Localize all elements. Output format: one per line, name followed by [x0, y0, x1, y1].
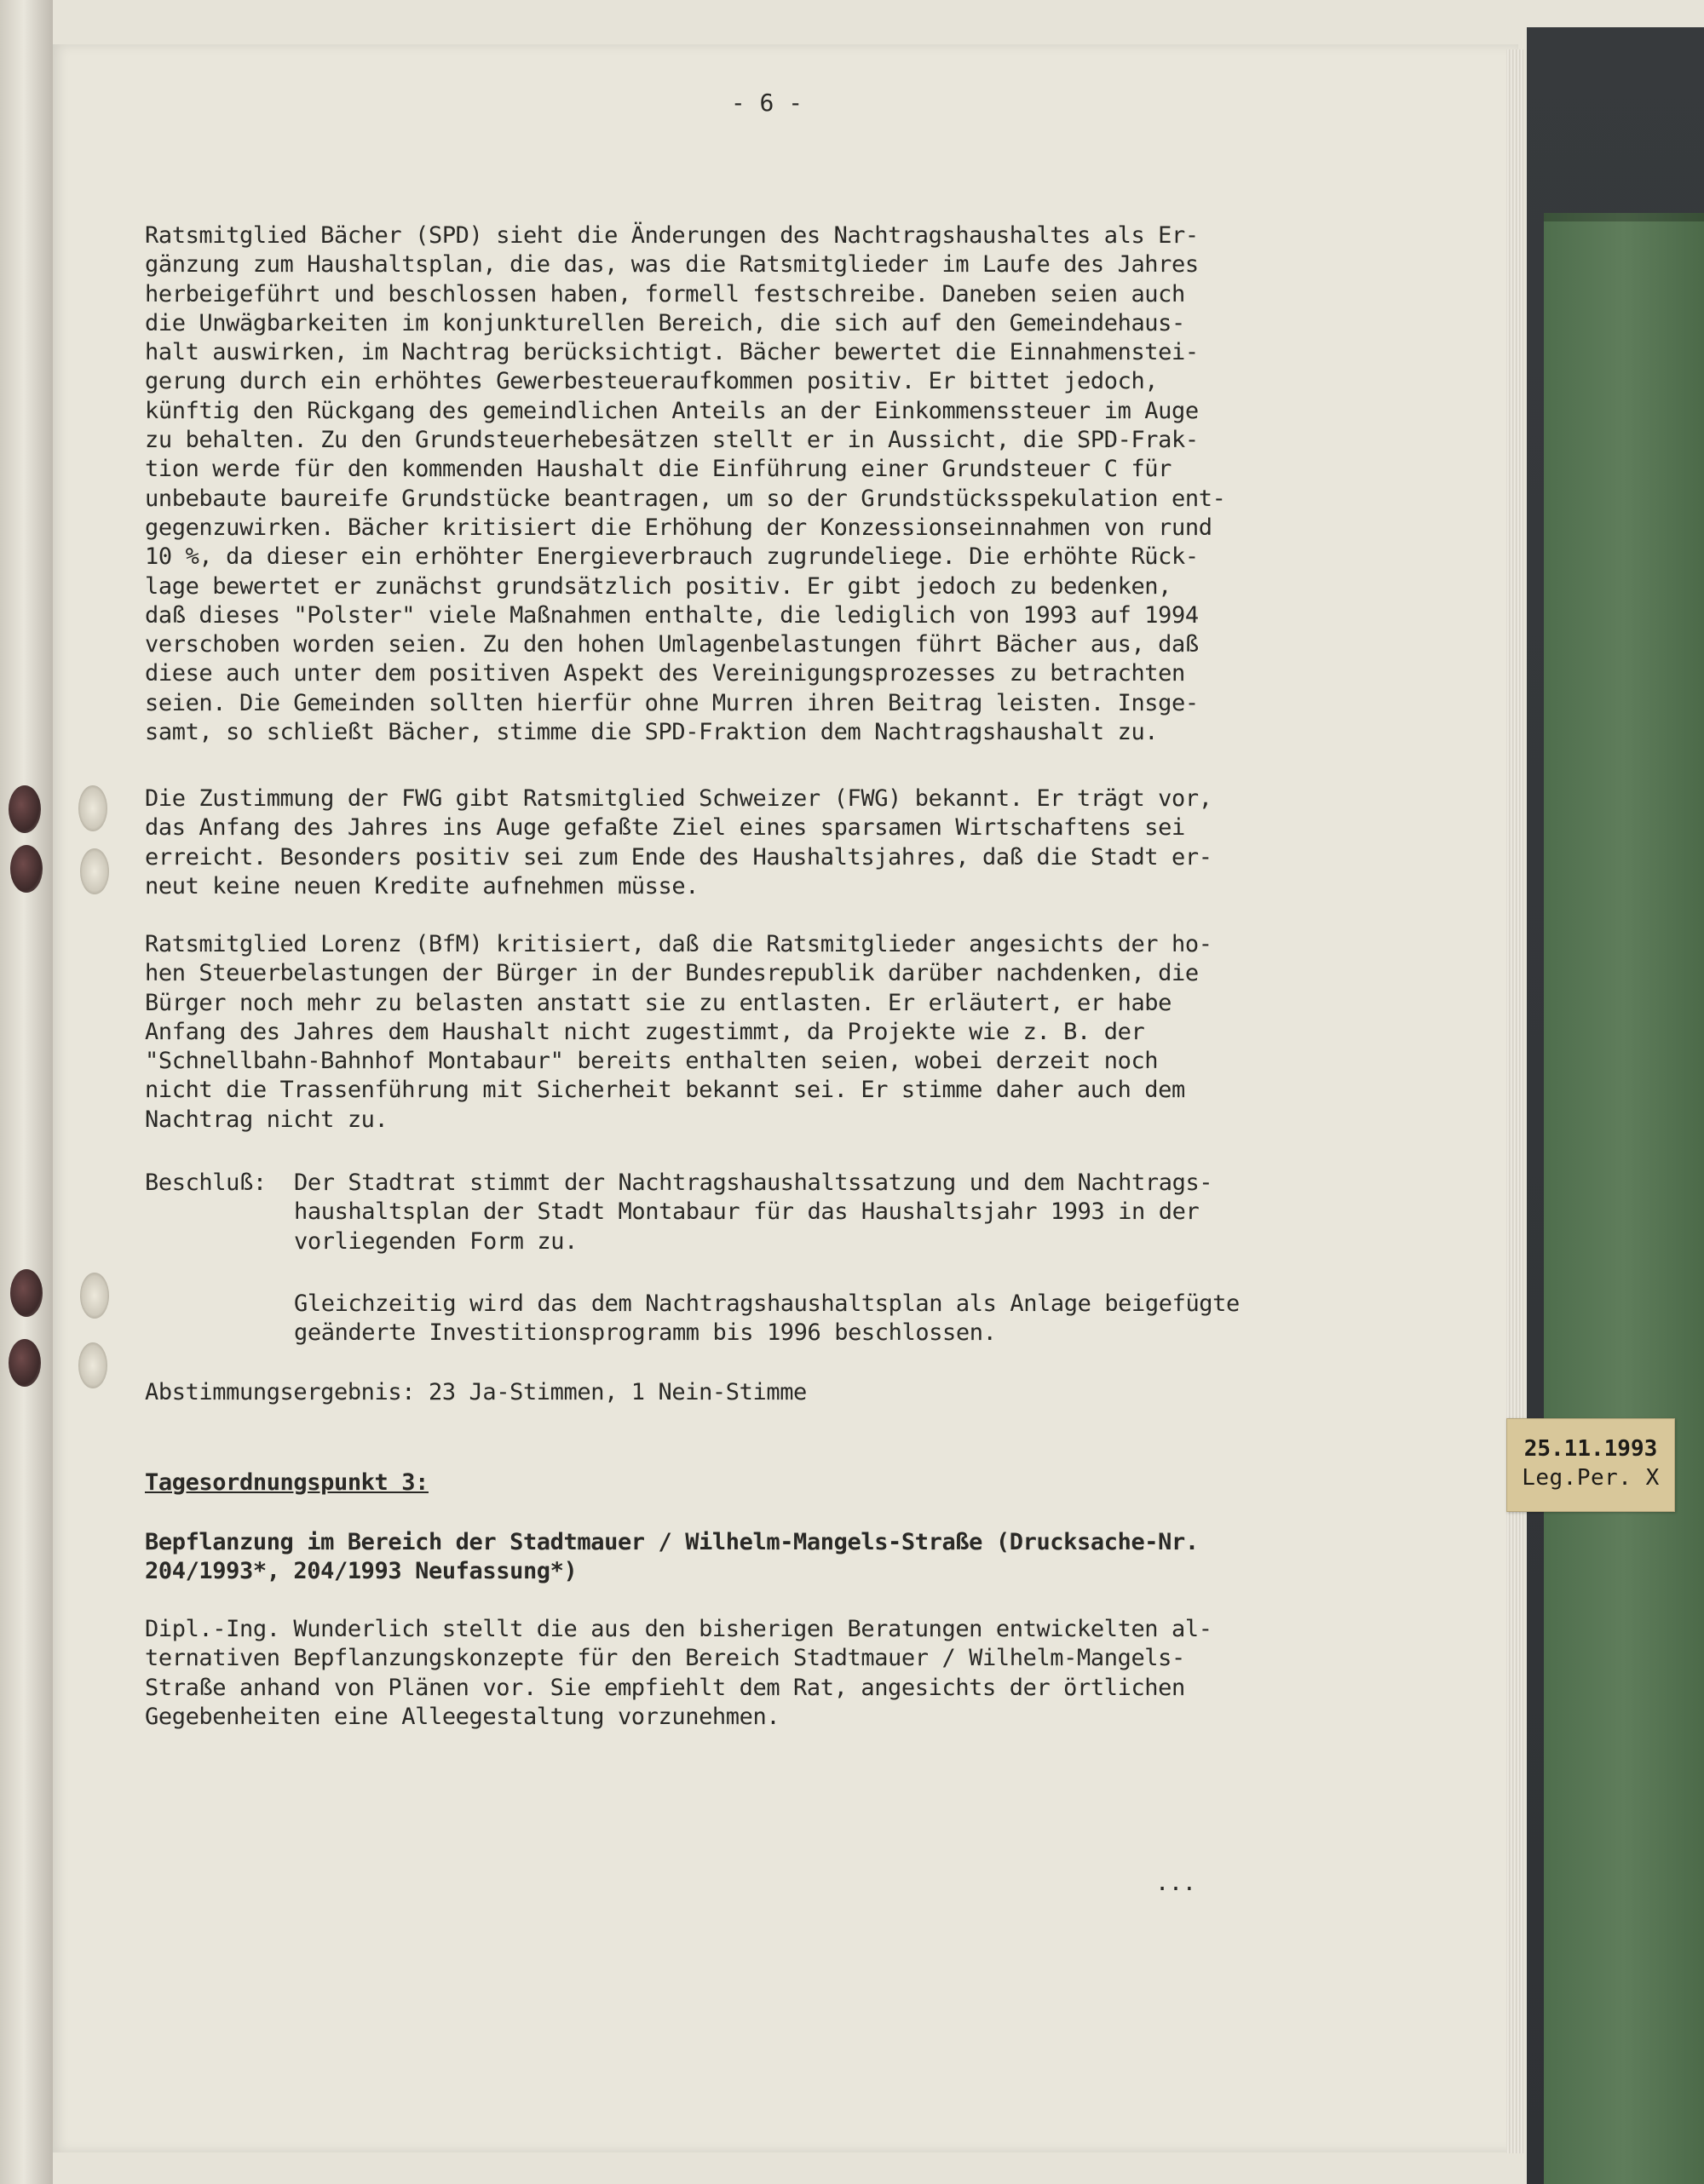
agenda-title: [145, 1528, 1329, 1587]
text-line: Beschluß:: [145, 1170, 267, 1196]
text-line: daß dieses "Polster" viele Maßnahmen enthalte, die lediglich von 1993 auf 1994: [145, 601, 1199, 629]
text-line: vorliegenden Form zu.: [294, 1227, 578, 1255]
text-line: gegenzuwirken. Bächer kritisiert die Erhöhung der Konzessionseinnahmen von rund: [145, 514, 1212, 541]
text-line: die Unwägbarkeiten im konjunkturellen Bereich, die sich auf den Gemeindehaus-: [145, 309, 1185, 336]
text-line: künftig den Rückgang des gemeindlichen Anteils an der Einkommenssteuer im Auge: [145, 397, 1199, 424]
vote-result: [145, 1378, 1329, 1407]
text-line: 10 %, da dieser ein erhöhter Energieverbrauch zugrundeliege. Die erhöhte Rück-: [145, 543, 1199, 571]
punch-hole: [10, 1269, 43, 1317]
archive-label-period: Leg.Per. X: [1522, 1465, 1660, 1491]
punch-hole: [78, 1342, 107, 1388]
text-line: Anfang des Jahres dem Haushalt nicht zugestimmt, da Projekte wie z. B. der: [145, 1018, 1145, 1045]
text-line: herbeigeführt und beschlossen haben, formell festschreibe. Daneben seien auch: [145, 280, 1185, 307]
text-line: Gleichzeitig wird das dem Nachtragshaushaltsplan als Anlage beigefügte: [294, 1290, 1240, 1317]
text-line: Die Zustimmung der FWG gibt Ratsmitglied Schweizer (FWG) bekannt. Er trägt vor,: [145, 785, 1212, 812]
text-line: hen Steuerbelastungen der Bürger in der Bundesrepublik darüber nachdenken, die: [145, 960, 1199, 987]
text-line: zu behalten. Zu den Grundsteuerhebesätzen stellt er in Aussicht, die SPD-Frak-: [145, 427, 1199, 454]
text-line: lage bewertet er zunächst grundsätzlich positiv. Er gibt jedoch zu bedenken,: [145, 572, 1172, 600]
text-line: halt auswirken, im Nachtrag berücksichtigt. Bächer bewertet die Einnahmenstei-: [145, 339, 1199, 366]
agenda-heading: [145, 1468, 1329, 1497]
text-line: samt, so schließt Bächer, stimme die SPD-Fraktion dem Nachtragshaushalt zu.: [145, 719, 1159, 746]
text-line: das Anfang des Jahres ins Auge gefaßte Ziel eines sparsamen Wirtschaftens sei: [145, 814, 1185, 842]
text-line: Abstimmungsergebnis: 23 Ja-Stimmen, 1 Nein-Stimme: [145, 1379, 807, 1405]
punch-hole: [10, 845, 43, 893]
punch-hole: [9, 1339, 41, 1387]
continuation-marker: [1155, 1869, 1223, 1898]
binder-spine: [1544, 213, 1704, 2184]
punch-hole: [80, 848, 109, 894]
text-line: ...: [1155, 1870, 1196, 1896]
text-line: ternativen Bepflanzungskonzepte für den Bereich Stadtmauer / Wilhelm-Mangels-: [145, 1645, 1185, 1672]
text-line: Gegebenheiten eine Alleegestaltung vorzunehmen.: [145, 1703, 780, 1730]
text-line: tion werde für den kommenden Haushalt die Einführung einer Grundsteuer C für: [145, 456, 1172, 483]
binder-left-edge: [0, 0, 53, 2184]
text-line: Dipl.-Ing. Wunderlich stellt die aus den bisherigen Beratungen entwickelten al-: [145, 1616, 1212, 1642]
resolution-label: [145, 1169, 281, 1198]
text-line: Nachtrag nicht zu.: [145, 1106, 389, 1133]
text-line: "Schnellbahn-Bahnhof Montabaur" bereits enthalten seien, wobei derzeit noch: [145, 1048, 1159, 1075]
paragraph-baecher: [145, 221, 1329, 747]
text-line: diese auch unter dem positiven Aspekt des Vereinigungsprozesses zu betrachten: [145, 660, 1185, 687]
paragraph-wunderlich: [145, 1615, 1329, 1732]
text-line: Bürger noch mehr zu belasten anstatt sie zu entlasten. Er erläutert, er habe: [145, 989, 1172, 1016]
text-line: Ratsmitglied Lorenz (BfM) kritisiert, daß die Ratsmitglieder angesichts der ho-: [145, 931, 1212, 957]
text-line: Ratsmitglied Bächer (SPD) sieht die Änderungen des Nachtragshaushaltes als Er-: [145, 222, 1199, 249]
punch-hole: [9, 785, 41, 833]
text-line: erreicht. Besonders positiv sei zum Ende des Haushaltsjahres, daß die Stadt er-: [145, 843, 1212, 871]
resolution-text: [294, 1169, 1329, 1256]
text-line: verschoben worden seien. Zu den hohen Umlagenbelastungen führt Bächer aus, daß: [145, 631, 1199, 658]
resolution-text-2: [294, 1290, 1329, 1348]
paragraph-lorenz: [145, 930, 1329, 1135]
text-line: nicht die Trassenführung mit Sicherheit bekannt sei. Er stimme daher auch dem: [145, 1077, 1185, 1104]
punch-hole: [78, 785, 107, 831]
text-line: unbebaute baureife Grundstücke beantragen, um so der Grundstücksspekulation ent-: [145, 485, 1226, 512]
text-line: haushaltsplan der Stadt Montabaur für das Haushaltsjahr 1993 in der: [294, 1198, 1200, 1226]
text-line: gerung durch ein erhöhtes Gewerbesteueraufkommen positiv. Er bittet jedoch,: [145, 368, 1159, 395]
text-line: Bepflanzung im Bereich der Stadtmauer / Wilhelm-Mangels-Straße (Drucksache-Nr.: [145, 1529, 1199, 1555]
text-line: geänderte Investitionsprogramm bis 1996 beschlossen.: [294, 1319, 997, 1347]
archive-label-date: 25.11.1993: [1523, 1436, 1658, 1462]
text-line: Tagesordnungspunkt 3:: [145, 1469, 429, 1496]
text-line: Straße anhand von Plänen vor. Sie empfiehlt dem Rat, angesichts der örtlichen: [145, 1674, 1185, 1701]
text-line: 204/1993*, 204/1993 Neufassung*): [145, 1558, 578, 1585]
text-line: gänzung zum Haushaltsplan, die das, was die Ratsmitglieder im Laufe des Jahres: [145, 251, 1199, 279]
page-stack-edge: [1506, 49, 1523, 2153]
text-line: Der Stadtrat stimmt der Nachtragshaushaltssatzung und dem Nachtrags-: [294, 1170, 1213, 1196]
archive-label: [1506, 1418, 1675, 1512]
text-line: neut keine neuen Kredite aufnehmen müsse.: [145, 872, 699, 899]
page-number: - 6 -: [730, 89, 803, 117]
paragraph-schweizer: [145, 785, 1329, 901]
punch-hole: [80, 1273, 109, 1319]
text-line: seien. Die Gemeinden sollten hierfür ohne Murren ihren Beitrag leisten. Insge-: [145, 689, 1199, 716]
